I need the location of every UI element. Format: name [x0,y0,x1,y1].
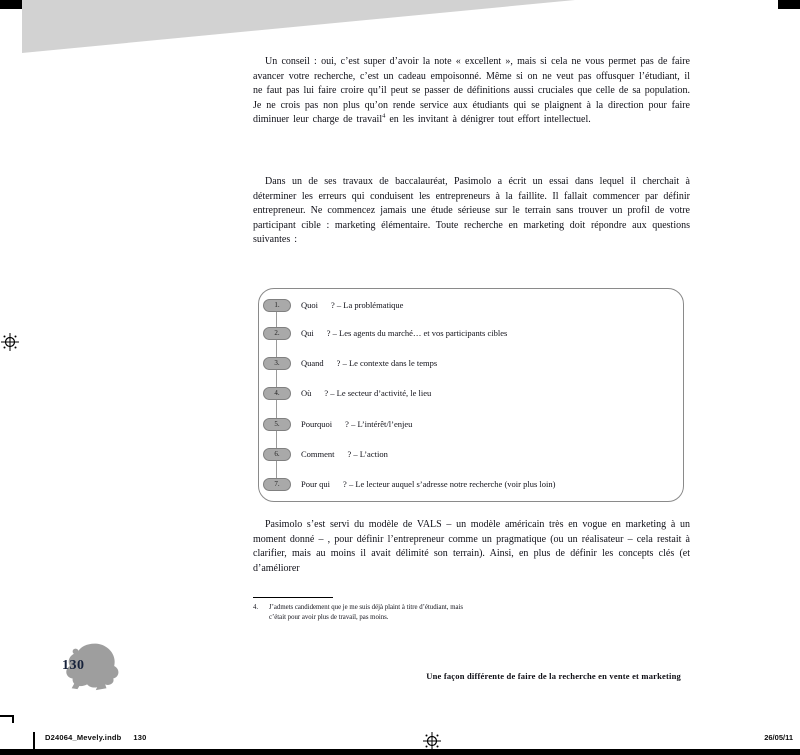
question-label: Où [301,388,312,398]
registration-mark-bottom-icon [423,732,441,750]
crop-mark-bottom-left [0,715,14,723]
question-item [263,387,431,399]
footnote-text: J’admets candidement que je me suis déjà plaint à titre d’étudiant, mais c’était pour avoir plus de travail, pas moins. [269,604,464,621]
question-number-badge: 2. [263,327,291,340]
paragraph-text: Un conseil : oui, c’est super d’avoir la note « excellent », mais si cela ne vous permet pas de faire avancer votre recherche, c’est un cadeau empoisonné. Même si on ne veut pas offusquer l’étudiant, il ne faut pas lui faire croire qu’il peut se passer de définitions aussi cruciales que celle de sa population. Je ne crois pas non plus qu’on rende service aux étudiants qui se plaignent à la direction pour faire diminuer leur charge de travail [253,56,690,125]
bottom-black-bar [0,749,800,755]
paragraph-text: en les invitant à dénigrer tout effort intellectuel. [385,114,591,125]
page-number-ornament [56,639,126,697]
question-item [263,478,555,490]
footnote-reference: 4 [382,112,386,120]
slug-file-label: D24064_Mevely.indb [45,733,122,742]
question-number-badge: 6. [263,448,291,461]
question-description: ? – Le contexte dans le temps [336,358,438,368]
footnote [253,597,690,622]
question-label: Comment [301,449,335,459]
footnote-rule [253,597,333,598]
paragraph-conseil [253,55,690,128]
question-label: Quand [301,358,324,368]
question-description: ? – Le secteur d’activité, le lieu [324,388,432,398]
question-item [263,418,412,430]
question-item [263,357,437,369]
paragraph-vals: Pasimolo s’est servi du modèle de VALS – un modèle américain très en vogue en marketing à un moment donné – , pour définir l’entrepreneur comme un pragmatique (ou un réalisateur – cela restait à clarifier, mais au moins il avait délimité son terrain). Ainsi, en plus de définir les concepts clés (et d’améliorer [253,519,690,574]
slug-filename [45,733,147,742]
question-number-badge: 4. [263,387,291,400]
registration-mark-left-icon [1,333,19,351]
crop-mark-top-right [778,0,800,9]
question-description: ? – L’intérêt/l’enjeu [345,419,413,429]
question-description: ? – L’action [347,449,388,459]
slug-date: 26/05/11 [764,733,793,742]
question-item [263,299,403,311]
question-description: ? – Les agents du marché… et vos participants cibles [326,328,508,338]
running-footer: Une façon différente de faire de la recherche en vente et marketing [426,671,681,681]
crop-mark-top-left [0,0,22,9]
footnote-number: 4. [253,604,259,611]
question-label: Quoi [301,300,318,310]
question-label: Pour qui [301,479,331,489]
text-column [253,0,690,755]
question-label: Pourquoi [301,419,333,429]
question-description: ? – La problématique [331,300,404,310]
questions-box [258,288,684,502]
page-number: 130 [62,658,85,673]
question-number-badge: 3. [263,357,291,370]
paragraph-baccalaureat: Dans un de ses travaux de baccalauréat, Pasimolo a écrit un essai dans lequel il cherchait à déterminer les erreurs qui conduisent les entrepreneurs à la faillite. Il fallait commencer par définir entrepreneur. Ne commencez jamais une étude sérieuse sur le terrain sans trouver un profil de votre participant cible : marketing élémentaire. Toute recherche en marketing doit répondre aux questions suivantes : [253,176,690,245]
question-number-badge: 7. [263,478,291,491]
question-label: Qui [301,328,314,338]
question-item [263,327,507,339]
question-description: ? – Le lecteur auquel s’adresse notre recherche (voir plus loin) [343,479,556,489]
question-number-badge: 1. [263,299,291,312]
question-number-badge: 5. [263,418,291,431]
question-item [263,448,388,460]
crop-line-bottom-left [33,732,35,749]
slug-page-number: 130 [133,733,147,742]
